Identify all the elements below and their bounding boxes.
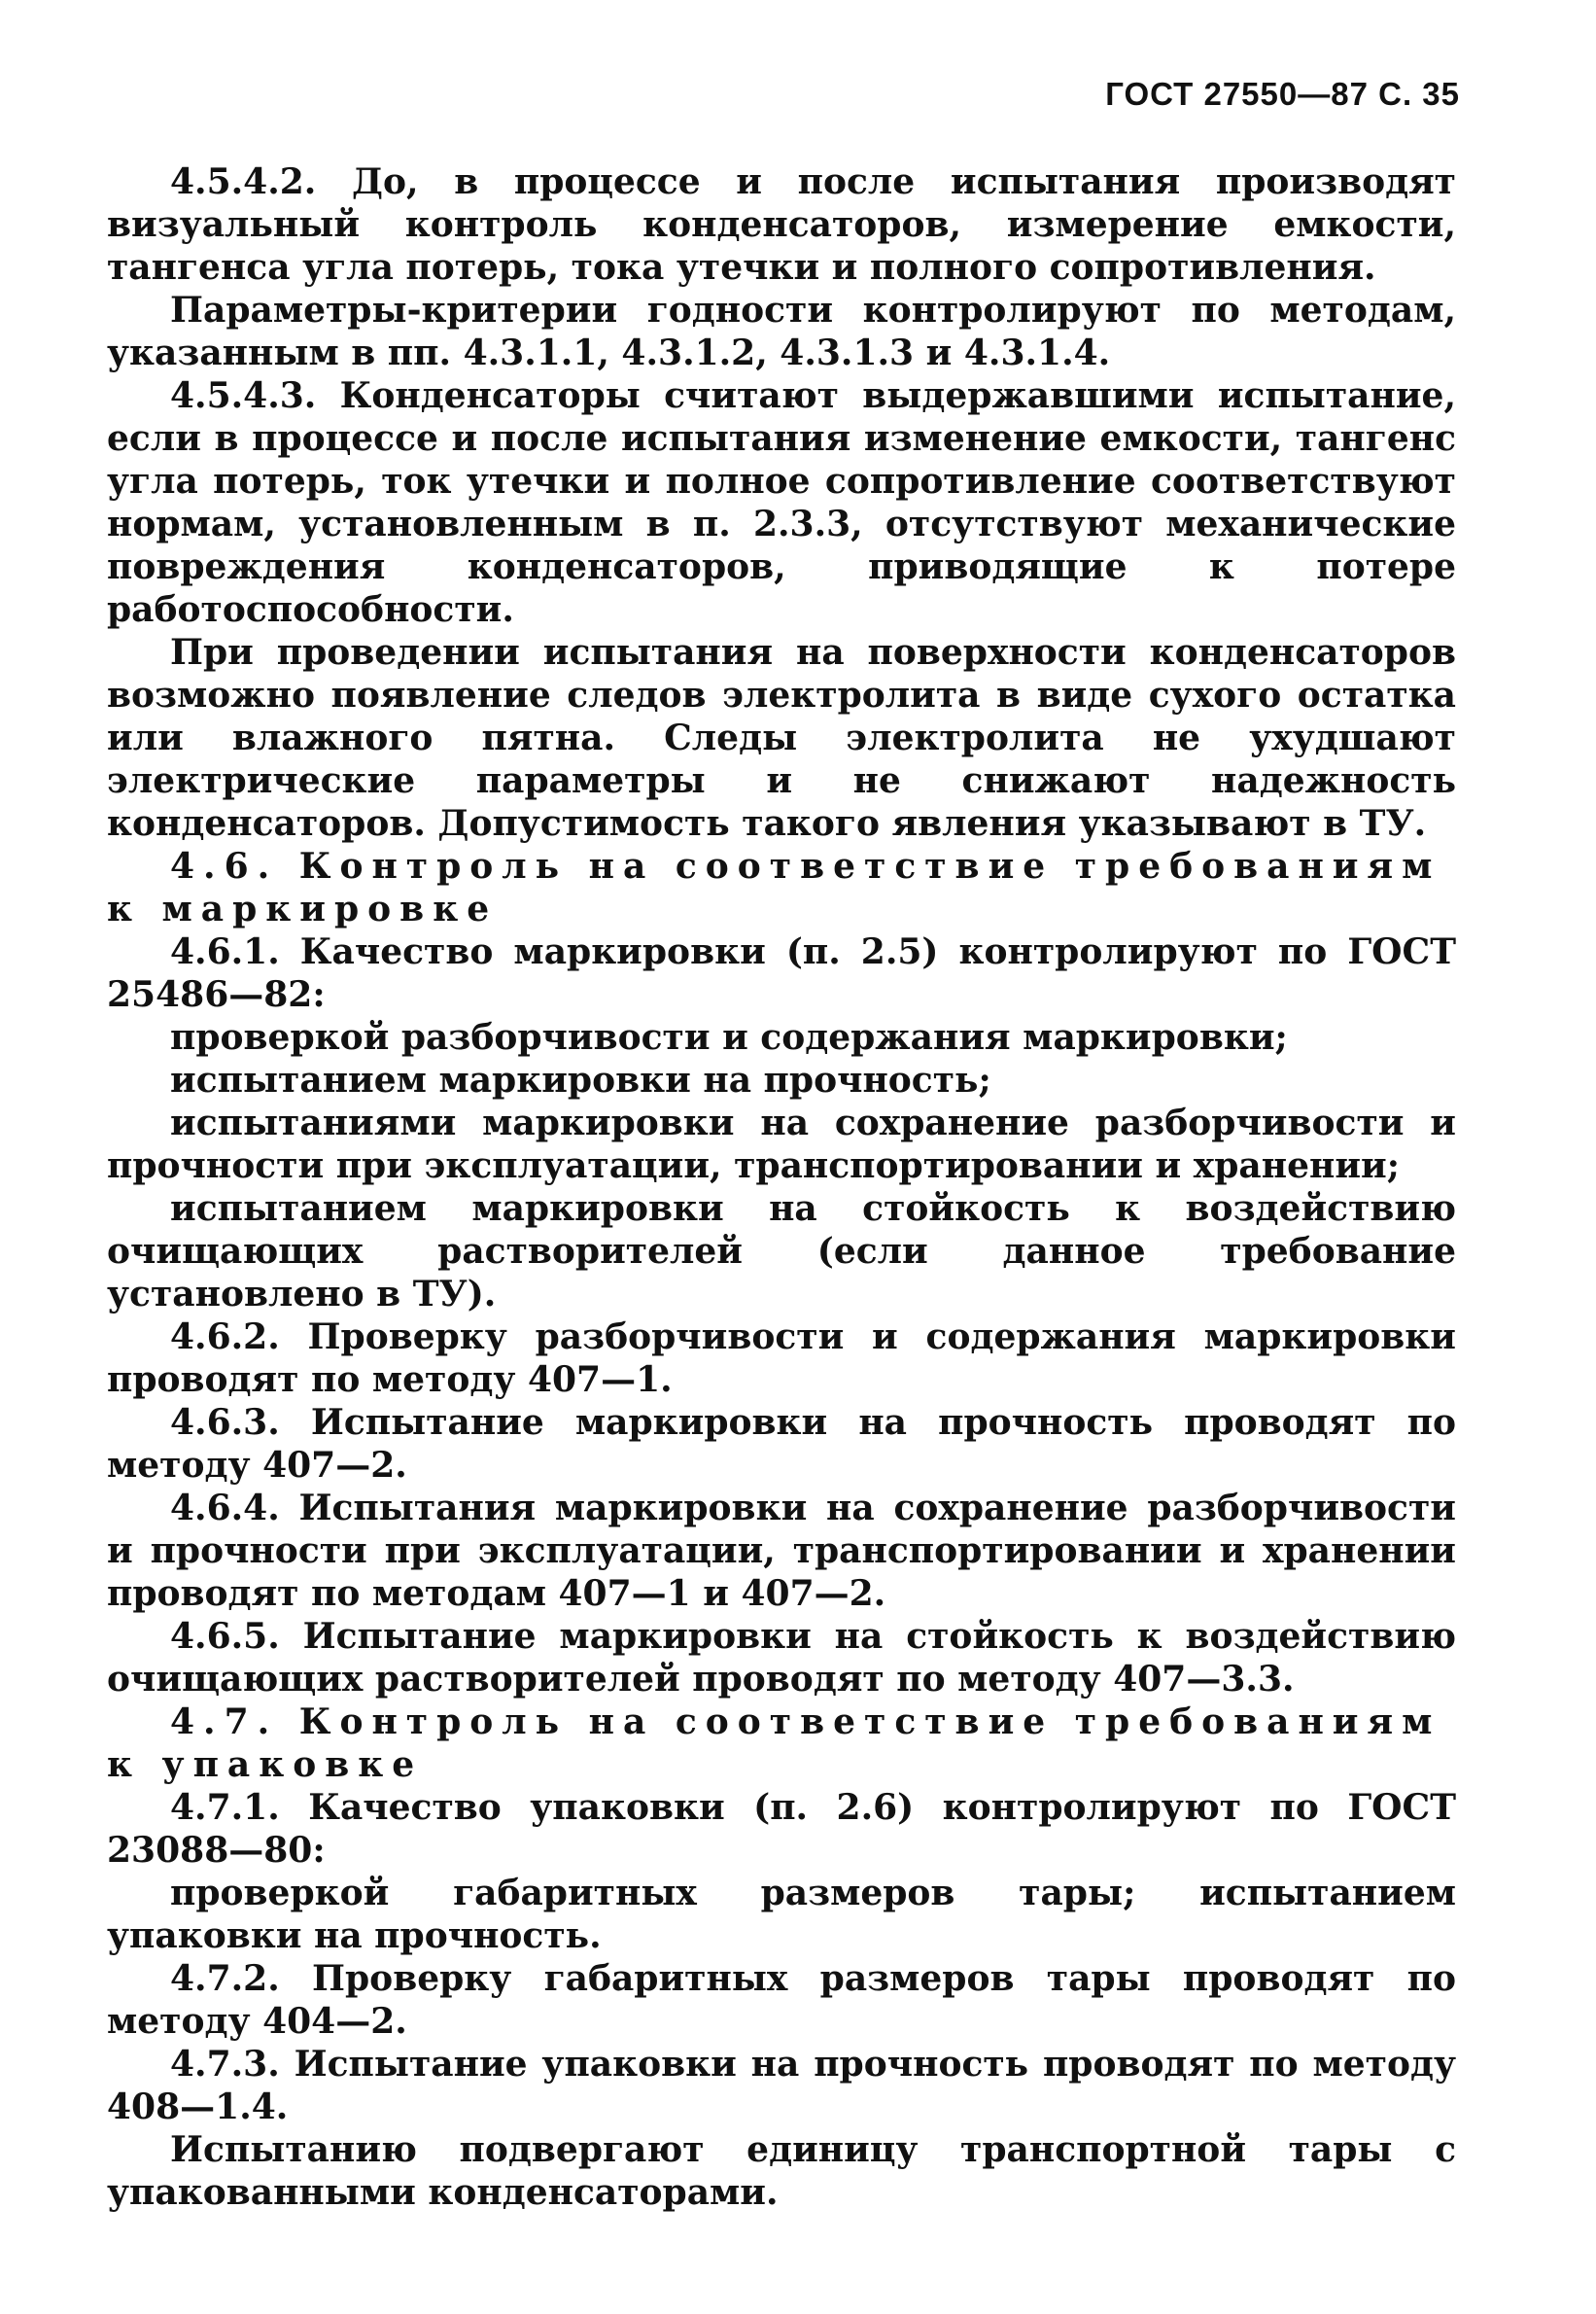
paragraph: 4.6.3. Испытание маркировки на прочность проводят по методу 407—2. (107, 1402, 1456, 1486)
paragraph: 4.6.1. Качество маркировки (п. 2.5) контролируют по ГОСТ 25486—82: (107, 931, 1456, 1015)
paragraph: Испытанию подвергают единицу транспортной тары с упакованными конденсаторами. (107, 2129, 1456, 2213)
section-heading: 4.6. Контроль на соответствие требованиям к маркировке (107, 846, 1441, 929)
paragraph: 4.7.3. Испытание упаковки на прочность проводят по методу 408—1.4. (107, 2044, 1456, 2127)
paragraph: испытанием маркировки на стойкость к воздействию очищающих растворителей (если данное требование установлено в ТУ). (107, 1188, 1456, 1315)
paragraph: 4.6.5. Испытание маркировки на стойкость к воздействию очищающих растворителей проводят по методу 407—3.3. (107, 1616, 1456, 1700)
paragraph: 4.5.4.3. Конденсаторы считают выдержавшими испытание, если в процессе и после испытания изменение емкости, тангенс угла потерь, ток утечки и полное сопротивление соответствуют нормам, установленным в п. 2.3.3, отсутствуют механические повреждения конденсаторов, приводящие к потере работоспособности. (107, 375, 1456, 630)
paragraph: 4.7.2. Проверку габаритных размеров тары проводят по методу 404—2. (107, 1958, 1456, 2042)
paragraph: При проведении испытания на поверхности конденсаторов возможно появление следов электролита в виде сухого остатка или влажного пятна. Следы электролита не ухудшают электрические параметры и не снижают надежность конденсаторов. Допустимость такого явления указывают в ТУ. (107, 632, 1456, 844)
paragraph: 4.6.4. Испытания маркировки на сохранение разборчивости и прочности при эксплуатации, транспортировании и хранении проводят по методам 407—1 и 407—2. (107, 1488, 1456, 1614)
paragraph: проверкой габаритных размеров тары; испытанием упаковки на прочность. (107, 1873, 1456, 1956)
paragraph: 4.5.4.2. До, в процессе и после испытания производят визуальный контроль конденсаторов, измерение емкости, тангенса угла потерь, тока утечки и полного сопротивления. (107, 161, 1456, 288)
paragraph: испытаниями маркировки на сохранение разборчивости и прочности при эксплуатации, транспортировании и хранении; (107, 1103, 1456, 1186)
paragraph: 4.7.1. Качество упаковки (п. 2.6) контролируют по ГОСТ 23088—80: (107, 1787, 1456, 1871)
paragraph: проверкой разборчивости и содержания маркировки; (170, 1017, 1288, 1058)
section-heading: 4.7. Контроль на соответствие требованиям к упаковке (107, 1701, 1441, 1785)
paragraph: 4.6.2. Проверку разборчивости и содержания маркировки проводят по методу 407—1. (107, 1316, 1456, 1400)
body-text (107, 160, 1456, 2214)
paragraph: испытанием маркировки на прочность; (170, 1060, 991, 1101)
page-header: ГОСТ 27550—87 С. 35 (1105, 76, 1460, 112)
paragraph: Параметры-критерии годности контролируют по методам, указанным в пп. 4.3.1.1, 4.3.1.2, 4.3.1.3 и 4.3.1.4. (107, 290, 1456, 373)
